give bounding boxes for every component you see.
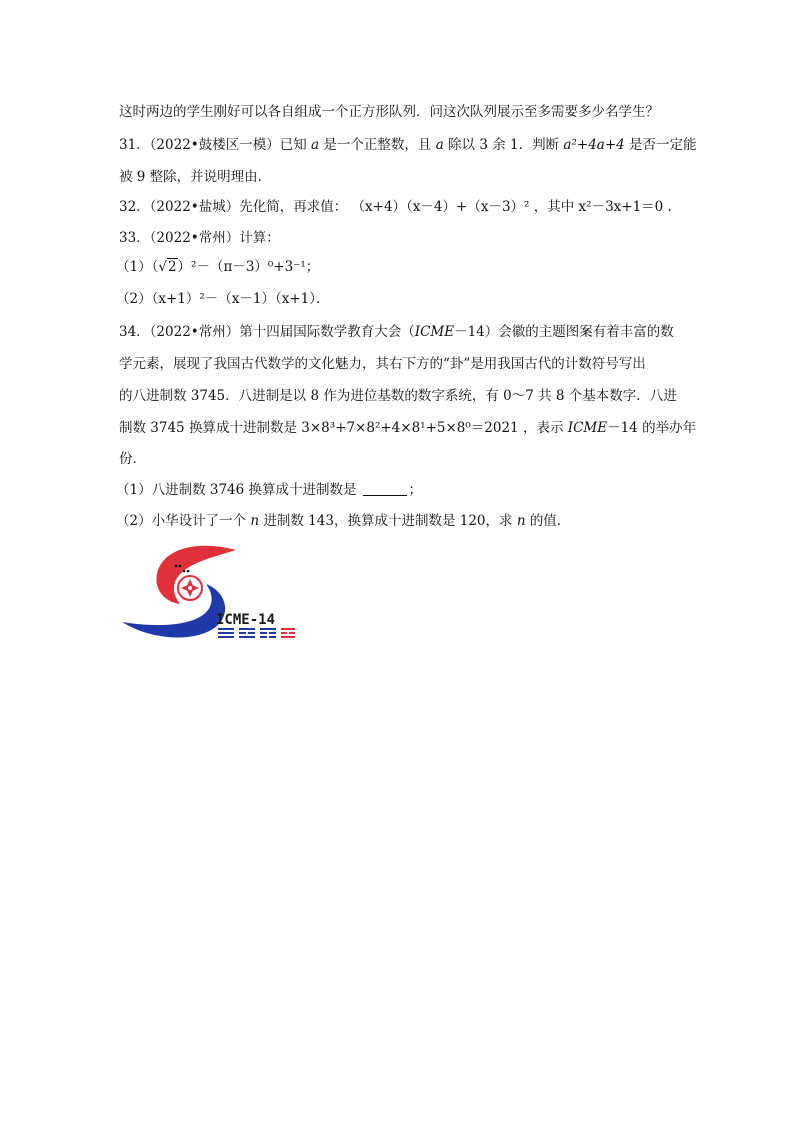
question-34-part-2: （2）小华设计了一个 n 进制数 143，换算成十进制数是 120，求 n 的值．	[116, 513, 571, 529]
question-30-continuation: 这时两边的学生刚好可以各自组成一个正方形队列．问这次队列展示至多需要多少名学生？	[119, 104, 659, 120]
question-34-part-1: （1）八进制数 3746 换算成十进制数是 ；	[116, 482, 423, 498]
question-33: 33．（2022•常州）计算：	[119, 230, 280, 246]
q32-expression: （x+4）（x－4）+（x－3）²	[351, 199, 530, 215]
logo-text: ICME-14	[216, 612, 276, 628]
answer-blank[interactable]	[363, 481, 407, 496]
question-34-line-4: 制数 3745 换算成十进制数是 3×8³+7×8²+4×8¹+5×8⁰＝2021 ，表示 ICME－14 的举办年	[119, 420, 697, 436]
icme-14-emblem-icon	[118, 544, 298, 644]
question-33-part-1: （1）（√2）²－（π－3）⁰+3⁻¹；	[116, 259, 320, 275]
question-34-line-5: 份．	[119, 451, 146, 467]
question-34-line-2: 学元素，展现了我国古代数学的文化魅力，其右下方的“卦”是用我国古代的计数符号写出	[119, 356, 646, 372]
question-33-part-2: （2）（x+1）²－（x－1）（x+1）．	[116, 291, 330, 307]
q34-conversion-expression: 3×8³+7×8²+4×8¹+5×8⁰＝2021	[301, 420, 519, 436]
question-34: 34．（2022•常州）第十四届国际数学教育大会（ICME－14）会徽的主题图案有着丰富的数	[119, 324, 674, 340]
q32-condition: x²－3x+1＝0	[578, 199, 664, 215]
question-34-line-3: 的八进制数 3745．八进制是以 8 作为进位基数的数字系统，有 0～7 共 8 个基本数字．八进	[119, 388, 677, 404]
question-31: 31．（2022•鼓楼区一模）已知 a 是一个正整数，且 a 除以 3 余 1．判断 a²+4a+4 是否一定能	[119, 137, 697, 153]
q31-expression: a²+4a+4	[563, 137, 625, 153]
question-32: 32．（2022•盐城）先化简，再求值： （x+4）（x－4）+（x－3）² ，其中 x²－3x+1＝0 ．	[119, 199, 682, 215]
sqrt-symbol: √2	[158, 259, 177, 275]
question-31-continuation: 被 9 整除，并说明理由．	[119, 169, 272, 185]
